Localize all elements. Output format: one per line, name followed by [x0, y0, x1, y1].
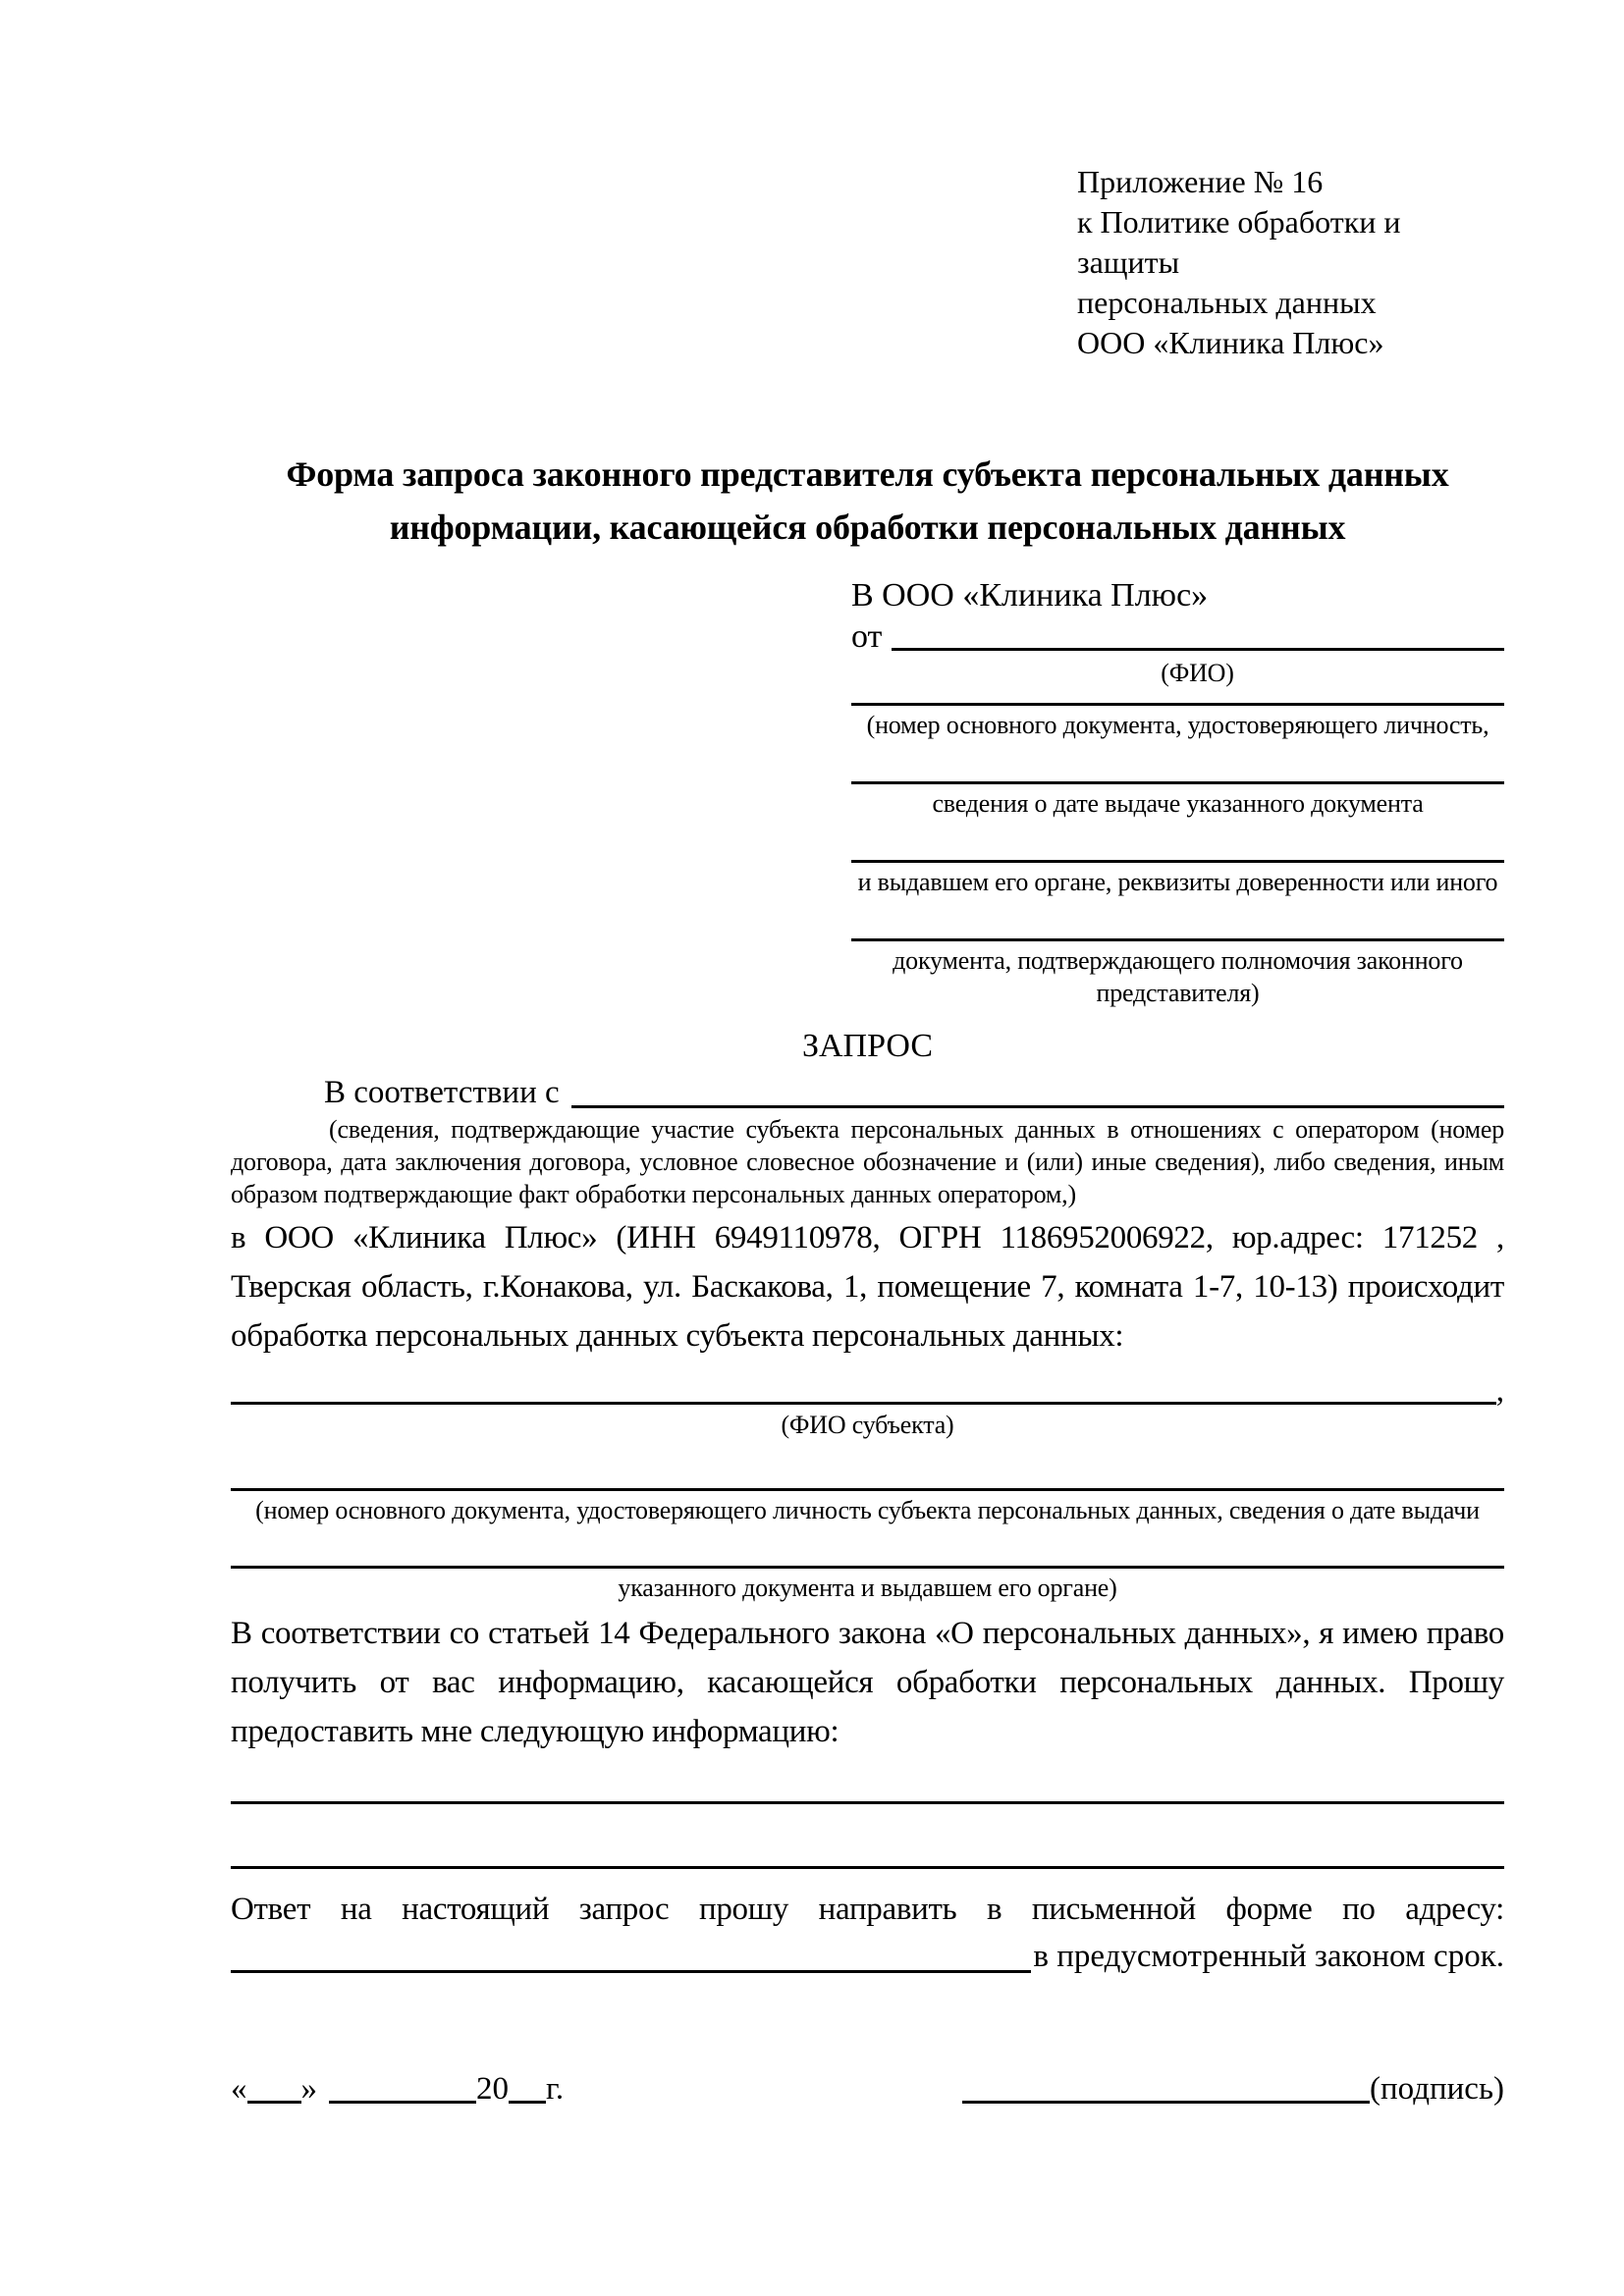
reply-address-blank-line: [231, 1970, 1031, 1973]
lead-in-caption: (сведения, подтверждающие участие субъекта персональных данных в отношениях с оператором (номер договора, дата заключения договора, условное словесное обозначение и (или) иные сведения), либо сведения, иным образом подтверждающие факт обработки персональных данных оператором,): [231, 1115, 1504, 1208]
request-heading: ЗАПРОС: [801, 1028, 934, 1064]
subject-comma: ,: [1495, 1373, 1504, 1409]
field-caption-2: сведения о дате выдаче указанного документа: [932, 789, 1424, 818]
issuing-authority-blank-line: [851, 860, 1504, 863]
subject-document-caption-1: (номер основного документа, удостоверяющего личность субъекта персональных данных, сведения о дате выдачи: [255, 1496, 1480, 1524]
date-quote-open: «: [231, 2071, 247, 2107]
date-field: [231, 2069, 564, 2109]
field-caption-1: (номер основного документа, удостоверяющего личность,: [866, 711, 1489, 739]
signature-field: [962, 2069, 1504, 2109]
law-paragraph: В соответствии со статьей 14 Федерального закона «О персональных данных», я имею право получить от вас информацию, касающейся обработки персональных данных. Прошу предоставить мне следующую информацию:: [231, 1616, 1504, 1749]
operator-paragraph: в ООО «Клиника Плюс» (ИНН 6949110978, ОГРН 1186952006922, юр.адрес: 171252 , Тверская область, г.Конакова, ул. Баскакова, 1, помещение 7, комната 1-7, 10-13) происходит обработка персональных данных субъекта персональных данных:: [231, 1220, 1504, 1354]
appendix-line: к Политике обработки и защиты: [1077, 204, 1401, 280]
requested-info-blank-line-1: [231, 1801, 1504, 1804]
date-day-blank: [247, 2101, 301, 2104]
document-title-line1: Форма запроса законного представителя субъекта персональных данных: [286, 454, 1449, 494]
lead-in-label: В соответствии с: [324, 1075, 560, 1110]
from-field: [851, 618, 1504, 656]
field-caption-4: документа, подтверждающего полномочия законного представителя): [893, 946, 1463, 1007]
field-caption-3: и выдавшем его органе, реквизиты доверенности или иного: [857, 868, 1498, 896]
footer-row: [231, 2069, 1504, 2109]
issue-date-blank-line: [851, 781, 1504, 784]
date-year-suffix: г.: [546, 2071, 565, 2107]
appendix-block: [1077, 162, 1504, 363]
document-number-blank-line: [851, 703, 1504, 706]
date-year-blank: [509, 2101, 546, 2104]
addressee-to: В ООО «Клиника Плюс»: [851, 577, 1209, 614]
subject-document-caption-2: указанного документа и выдавшем его органе): [618, 1574, 1117, 1602]
appendix-line: ООО «Клиника Плюс»: [1077, 325, 1384, 360]
from-label: от: [851, 618, 883, 655]
lead-in-field: [231, 1072, 1504, 1113]
reply-address-field: [231, 1934, 1504, 1979]
subject-document-blank-line: [231, 1488, 1504, 1491]
date-month-blank: [329, 2101, 476, 2104]
addressee-block: [851, 575, 1504, 1009]
date-quote-close: »: [300, 2071, 317, 2107]
fio-caption: (ФИО): [1161, 659, 1234, 687]
lead-in-blank-line: [571, 1105, 1504, 1108]
fio-blank-line: [892, 648, 1504, 651]
subject-document-blank-line-2: [231, 1566, 1504, 1569]
signature-caption: (подпись): [1370, 2071, 1504, 2107]
subject-fio-field: [231, 1373, 1504, 1409]
appendix-line: Приложение № 16: [1077, 164, 1324, 199]
appendix-line: персональных данных: [1077, 285, 1377, 320]
subject-fio-blank-line: [231, 1402, 1496, 1405]
reply-tail: в предусмотренный законом срок.: [1033, 1939, 1504, 1974]
date-year-prefix: 20: [476, 2071, 509, 2107]
subject-fio-caption: (ФИО субъекта): [781, 1411, 954, 1439]
signature-blank-line: [962, 2101, 1370, 2104]
document-title: [231, 448, 1504, 554]
requested-info-blank-line-2: [231, 1866, 1504, 1869]
document-title-line2: информации, касающейся обработки персональных данных: [389, 507, 1346, 547]
authority-document-blank-line: [851, 938, 1504, 941]
reply-paragraph: Ответ на настоящий запрос прошу направить в письменной форме по адресу:: [231, 1892, 1504, 1927]
